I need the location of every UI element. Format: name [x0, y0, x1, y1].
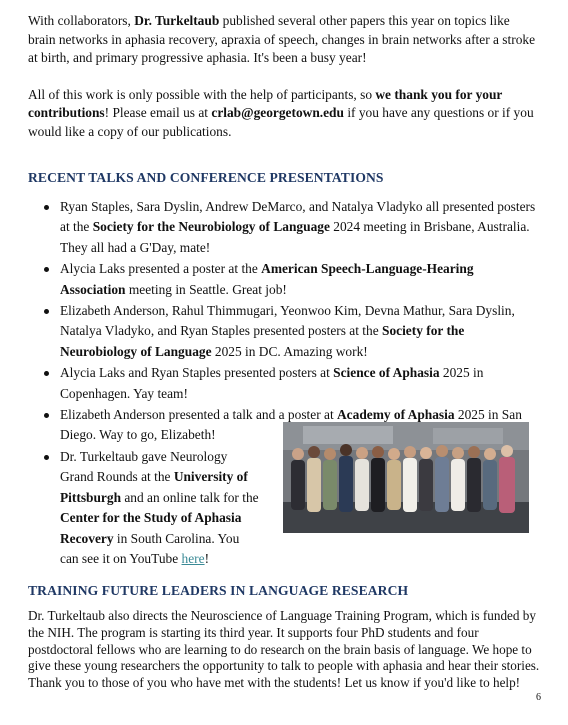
- list-item: Elizabeth Anderson, Rahul Thimmugari, Yeonwoo Kim, Devna Mathur, Sara Dyslin, Natalya Vladyko, and Ryan Staples presented posters at the Society for the Neurobiology of Language 2025 in DC. Amazing work!: [28, 301, 540, 362]
- training-heading: TRAINING FUTURE LEADERS IN LANGUAGE RESEARCH: [28, 583, 409, 599]
- youtube-link[interactable]: here: [181, 550, 205, 566]
- list-item: Alycia Laks presented a poster at the American Speech-Language-Hearing Association meeting in Seattle. Great job!: [28, 259, 540, 300]
- intro-paragraph-papers: With collaborators, Dr. Turkeltaub published several other papers this year on topics like brain networks in aphasia recovery, apraxia of speech, changes in brain networks after a stroke at birth, and primary progressive aphasia. It's been a busy year!: [28, 13, 536, 65]
- newsletter-page: [28, 12, 540, 691]
- talks-heading: RECENT TALKS AND CONFERENCE PRESENTATIONS: [28, 170, 384, 185]
- list-item: Alycia Laks and Ryan Staples presented posters at Science of Aphasia 2025 in Copenhagen. Yay team!: [28, 363, 540, 404]
- list-item: Ryan Staples, Sara Dyslin, Andrew DeMarco, and Natalya Vladyko all presented posters at the Society for the Neurobiology of Language 2024 meeting in Brisbane, Australia. They all had a G'Day, mate!: [28, 197, 540, 258]
- list-item: Elizabeth Anderson presented a talk and a poster at Academy of Aphasia 2025 in San Diego. Way to go, Elizabeth!: [28, 405, 540, 446]
- page-number: 6: [536, 692, 541, 703]
- list-item: Dr. Turkeltaub gave Neurology Grand Rounds at the University of Pittsburgh and an online talk for the Center for the Study of Aphasia Recovery in South Carolina. You can see it on YouTube here!: [28, 447, 290, 569]
- group-photo: [283, 422, 529, 533]
- group-photo-image: [283, 422, 529, 533]
- email-address[interactable]: crlab@georgetown.edu: [211, 105, 344, 120]
- intro-paragraph-thanks: All of this work is only possible with the help of participants, so we thank you for your contributions! Please email us at crlab@georgetown.edu if you have any questions or if you would like a copy of our publications.: [28, 86, 534, 139]
- training-paragraph: Dr. Turkeltaub also directs the Neuroscience of Language Training Program, which is funded by the NIH. The program is starting its third year. It supports four PhD students and four postdoctoral fellows who are learning to do research on the brain basis of language. We hope to give these young researchers the opportunity to talk to people with aphasia and hear their stories. Thank you to those of you who have met with the students! Let us know if you'd like to help!: [28, 608, 540, 690]
